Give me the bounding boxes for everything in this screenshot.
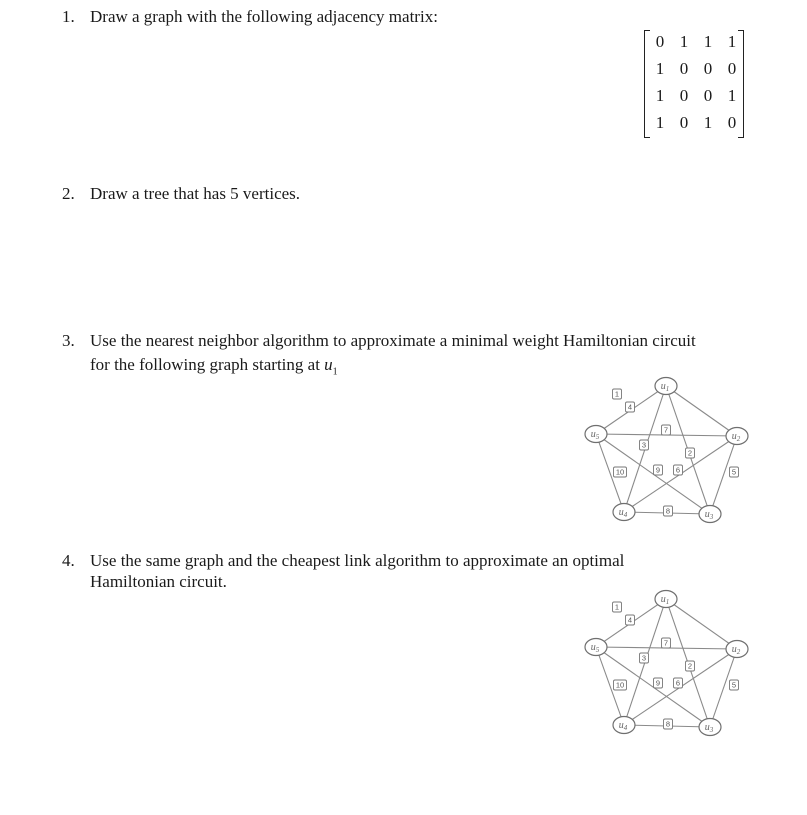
question-text: Draw a graph with the following adjacency matrix:	[90, 7, 438, 26]
svg-text:7: 7	[663, 425, 669, 435]
edge-weight-label	[664, 506, 673, 516]
svg-text:u5: $u_5$	[590, 429, 600, 441]
graph-svg	[580, 587, 755, 747]
matrix-row	[648, 55, 744, 82]
graph-edge	[663, 599, 737, 649]
edge-weight-label	[626, 402, 635, 412]
edge-weight-label	[686, 661, 695, 671]
graph-node-u5	[585, 639, 607, 656]
matrix-cell: 0	[703, 58, 713, 78]
math-variable: u	[324, 355, 333, 374]
svg-text:u4: $u_4$	[618, 720, 628, 732]
svg-text:1: 1	[614, 602, 620, 612]
matrix-cell: 0	[727, 112, 737, 132]
graph-node-u2	[726, 641, 748, 658]
svg-text:9: 9	[655, 465, 661, 475]
edge-weight-label	[686, 448, 695, 458]
question-text: Use the same graph and the cheapest link algorithm to approximate an optimal	[90, 551, 625, 570]
edge-weight-label	[654, 678, 663, 688]
question-text: Use the nearest neighbor algorithm to approximate a minimal weight Hamiltonian circuit	[90, 331, 696, 350]
svg-text:u2: $u_2$	[731, 431, 741, 443]
edge-weight-label	[613, 389, 622, 399]
edge-weight-label	[664, 719, 673, 729]
question-number: 4.	[62, 551, 75, 570]
edge-weight-label	[614, 467, 627, 477]
question-number: 2.	[62, 184, 75, 203]
svg-text:u2: $u_2$	[731, 644, 741, 656]
matrix-cell: 1	[703, 31, 713, 51]
matrix-cell: 0	[703, 85, 713, 105]
question-number: 3.	[62, 331, 75, 350]
svg-text:u4: $u_4$	[618, 507, 628, 519]
weighted-graph-q3	[580, 374, 755, 534]
svg-text:u5: $u_5$	[590, 642, 600, 654]
svg-text:8: 8	[665, 719, 671, 729]
question-text: for the following graph starting at	[90, 355, 325, 374]
edge-weight-label	[674, 678, 683, 688]
matrix-cell: 1	[655, 58, 665, 78]
question-text: Draw a tree that has 5 vertices.	[90, 184, 301, 203]
matrix-row	[648, 82, 744, 109]
matrix-cell: 1	[655, 85, 665, 105]
matrix-cell: 0	[727, 58, 737, 78]
svg-text:4: 4	[627, 615, 633, 625]
edge-weight-label	[613, 602, 622, 612]
edge-weight-label	[730, 680, 739, 690]
svg-text:u1: $u_1$	[660, 381, 670, 393]
matrix-cell: 0	[655, 31, 665, 51]
edge-weight-label	[730, 467, 739, 477]
matrix-table	[648, 28, 744, 136]
svg-text:6: 6	[675, 465, 681, 475]
graph-node-u1	[655, 378, 677, 395]
svg-text:3: 3	[641, 653, 647, 663]
matrix-cell: 0	[679, 58, 689, 78]
graph-svg	[580, 374, 755, 534]
adjacency-matrix	[644, 28, 744, 138]
svg-text:7: 7	[663, 638, 669, 648]
graph-node-u3	[699, 506, 721, 523]
graph-node-u3	[699, 719, 721, 736]
question-text-line-2	[90, 354, 338, 383]
edge-weight-label	[654, 465, 663, 475]
svg-text:u3: $u_3$	[704, 722, 714, 734]
edge-weight-label	[662, 425, 671, 435]
svg-text:10: 10	[615, 467, 625, 477]
edge-weight-label	[626, 615, 635, 625]
matrix-cell: 0	[679, 112, 689, 132]
matrix-cell: 0	[679, 85, 689, 105]
svg-text:1: 1	[614, 389, 620, 399]
svg-text:3: 3	[641, 440, 647, 450]
edge-weight-label	[662, 638, 671, 648]
edge-weight-label	[614, 680, 627, 690]
svg-text:2: 2	[687, 661, 693, 671]
graph-node-u5	[585, 426, 607, 443]
graph-node-u1	[655, 591, 677, 608]
matrix-row	[648, 109, 744, 136]
svg-text:2: 2	[687, 448, 693, 458]
svg-text:10: 10	[615, 680, 625, 690]
svg-text:5: 5	[731, 467, 737, 477]
matrix-cell: 1	[703, 112, 713, 132]
edge-weight-label	[640, 653, 649, 663]
graph-node-u4	[613, 717, 635, 734]
svg-text:u3: $u_3$	[704, 509, 714, 521]
matrix-cell: 1	[727, 31, 737, 51]
svg-text:4: 4	[627, 402, 633, 412]
graph-edge	[663, 386, 737, 436]
graph-node-u2	[726, 428, 748, 445]
svg-text:6: 6	[675, 678, 681, 688]
edge-weight-label	[674, 465, 683, 475]
svg-text:9: 9	[655, 678, 661, 688]
graph-node-u4	[613, 504, 635, 521]
matrix-cell: 1	[655, 112, 665, 132]
matrix-cell: 1	[679, 31, 689, 51]
svg-text:8: 8	[665, 506, 671, 516]
edge-weight-label	[640, 440, 649, 450]
matrix-cell: 1	[727, 85, 737, 105]
matrix-row	[648, 28, 744, 55]
weighted-graph-q4	[580, 587, 755, 747]
svg-text:5: 5	[731, 680, 737, 690]
question-text: Hamiltonian circuit.	[90, 572, 227, 591]
svg-text:u1: $u_1$	[660, 594, 670, 606]
question-number: 1.	[62, 7, 75, 26]
math-subscript: 1	[332, 366, 338, 378]
